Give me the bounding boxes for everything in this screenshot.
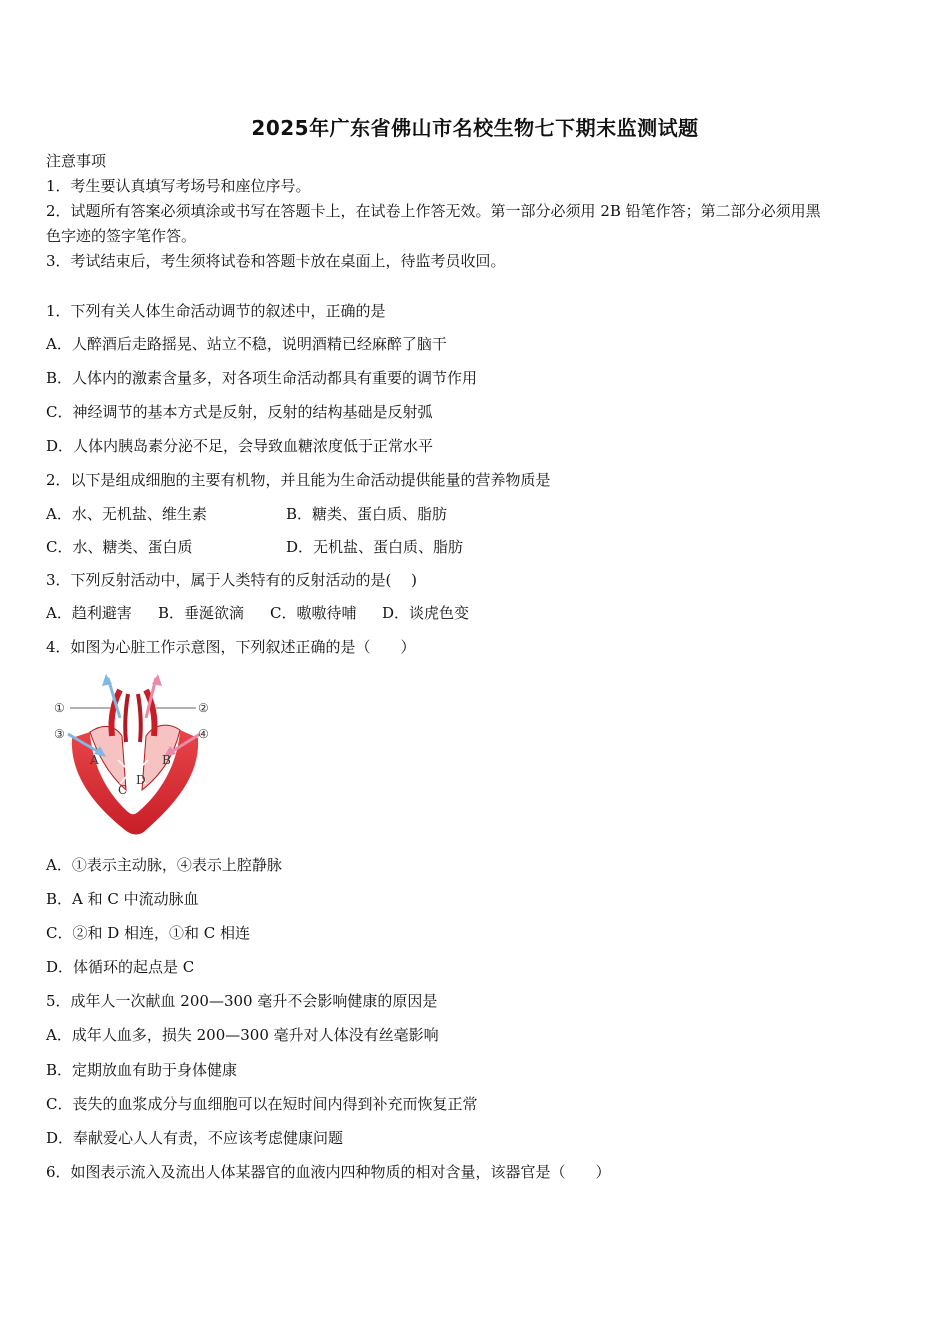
label-4: ④ bbox=[198, 727, 209, 741]
label-c: C bbox=[118, 783, 128, 797]
question-2-option-a: A．水、无机盐、维生素 bbox=[46, 505, 207, 523]
question-1-stem: 1．下列有关人体生命活动调节的叙述中，正确的是 bbox=[46, 302, 386, 320]
question-1-option-d: D．人体内胰岛素分泌不足，会导致血糖浓度低于正常水平 bbox=[46, 437, 434, 455]
question-2-options-row-1 bbox=[46, 504, 447, 524]
question-4-option-b: B．A 和 C 中流动脉血 bbox=[46, 890, 199, 908]
label-3: ③ bbox=[54, 727, 65, 741]
question-3-option-b: B．垂涎欲滴 bbox=[158, 604, 245, 622]
question-5-stem: 5．成年人一次献血 200—300 毫升不会影响健康的原因是 bbox=[46, 992, 438, 1010]
vessel-center-left bbox=[125, 694, 128, 742]
question-5-option-a: A．成年人血多，损失 200—300 毫升对人体没有丝毫影响 bbox=[46, 1026, 439, 1044]
page-title: 2025年广东省佛山市名校生物七下期末监测试题 bbox=[251, 116, 699, 140]
label-a: A bbox=[90, 753, 99, 767]
question-4-option-d: D．体循环的起点是 C bbox=[46, 958, 195, 976]
question-4-stem: 4．如图为心脏工作示意图，下列叙述正确的是（ ） bbox=[46, 638, 416, 656]
heart-diagram bbox=[50, 672, 220, 842]
notice-item: 1．考生要认真填写考场号和座位序号。 bbox=[46, 177, 311, 195]
question-3-stem: 3．下列反射活动中，属于人类特有的反射活动的是( ) bbox=[46, 571, 418, 589]
question-2-option-d: D．无机盐、蛋白质、脂肪 bbox=[286, 538, 464, 556]
label-d: D bbox=[136, 773, 146, 787]
label-b: B bbox=[162, 753, 171, 767]
notice-item: 色字迹的签字笔作答。 bbox=[46, 227, 197, 245]
arrow-up-blue-head bbox=[102, 674, 112, 686]
question-3-options-row bbox=[46, 603, 469, 623]
notice-heading: 注意事项 bbox=[46, 152, 107, 170]
question-1-option-b: B．人体内的激素含量多，对各项生命活动都具有重要的调节作用 bbox=[46, 369, 478, 387]
notice-item: 3．考试结束后，考生须将试卷和答题卡放在桌面上，待监考员收回。 bbox=[46, 252, 506, 270]
question-2-option-c: C．水、糖类、蛋白质 bbox=[46, 538, 193, 556]
question-3-option-a: A．趋利避害 bbox=[46, 604, 132, 622]
question-1-option-c: C．神经调节的基本方式是反射，反射的结构基础是反射弧 bbox=[46, 403, 433, 421]
question-5-option-c: C．丧失的血浆成分与血细胞可以在短时间内得到补充而恢复正常 bbox=[46, 1095, 478, 1113]
question-4-option-c: C．②和 D 相连，①和 C 相连 bbox=[46, 924, 251, 942]
question-2-options-row-2 bbox=[46, 537, 463, 557]
question-1-option-a: A．人醉酒后走路摇晃、站立不稳，说明酒精已经麻醉了脑干 bbox=[46, 335, 447, 353]
question-2-stem: 2．以下是组成细胞的主要有机物，并且能为生命活动提供能量的营养物质是 bbox=[46, 471, 551, 489]
question-4-option-a: A．①表示主动脉，④表示上腔静脉 bbox=[46, 856, 282, 874]
notice-item: 2．试题所有答案必须填涂或书写在答题卡上，在试卷上作答无效。第一部分必须用 2B 铅笔作答；第二部分必须用黑 bbox=[46, 202, 821, 220]
label-2: ② bbox=[198, 701, 209, 715]
vessel-center-right bbox=[138, 694, 141, 742]
question-6-stem: 6．如图表示流入及流出人体某器官的血液内四种物质的相对含量，该器官是（ ） bbox=[46, 1163, 611, 1181]
question-3-option-c: C．嗷嗷待哺 bbox=[270, 604, 357, 622]
question-3-option-d: D．谈虎色变 bbox=[382, 604, 470, 622]
question-5-option-d: D．奉献爱心人人有责，不应该考虑健康问题 bbox=[46, 1129, 344, 1147]
question-5-option-b: B．定期放血有助于身体健康 bbox=[46, 1061, 238, 1079]
arrow-up-pink-head bbox=[152, 674, 162, 686]
question-2-option-b: B．糖类、蛋白质、脂肪 bbox=[286, 505, 448, 523]
label-1: ① bbox=[54, 701, 65, 715]
